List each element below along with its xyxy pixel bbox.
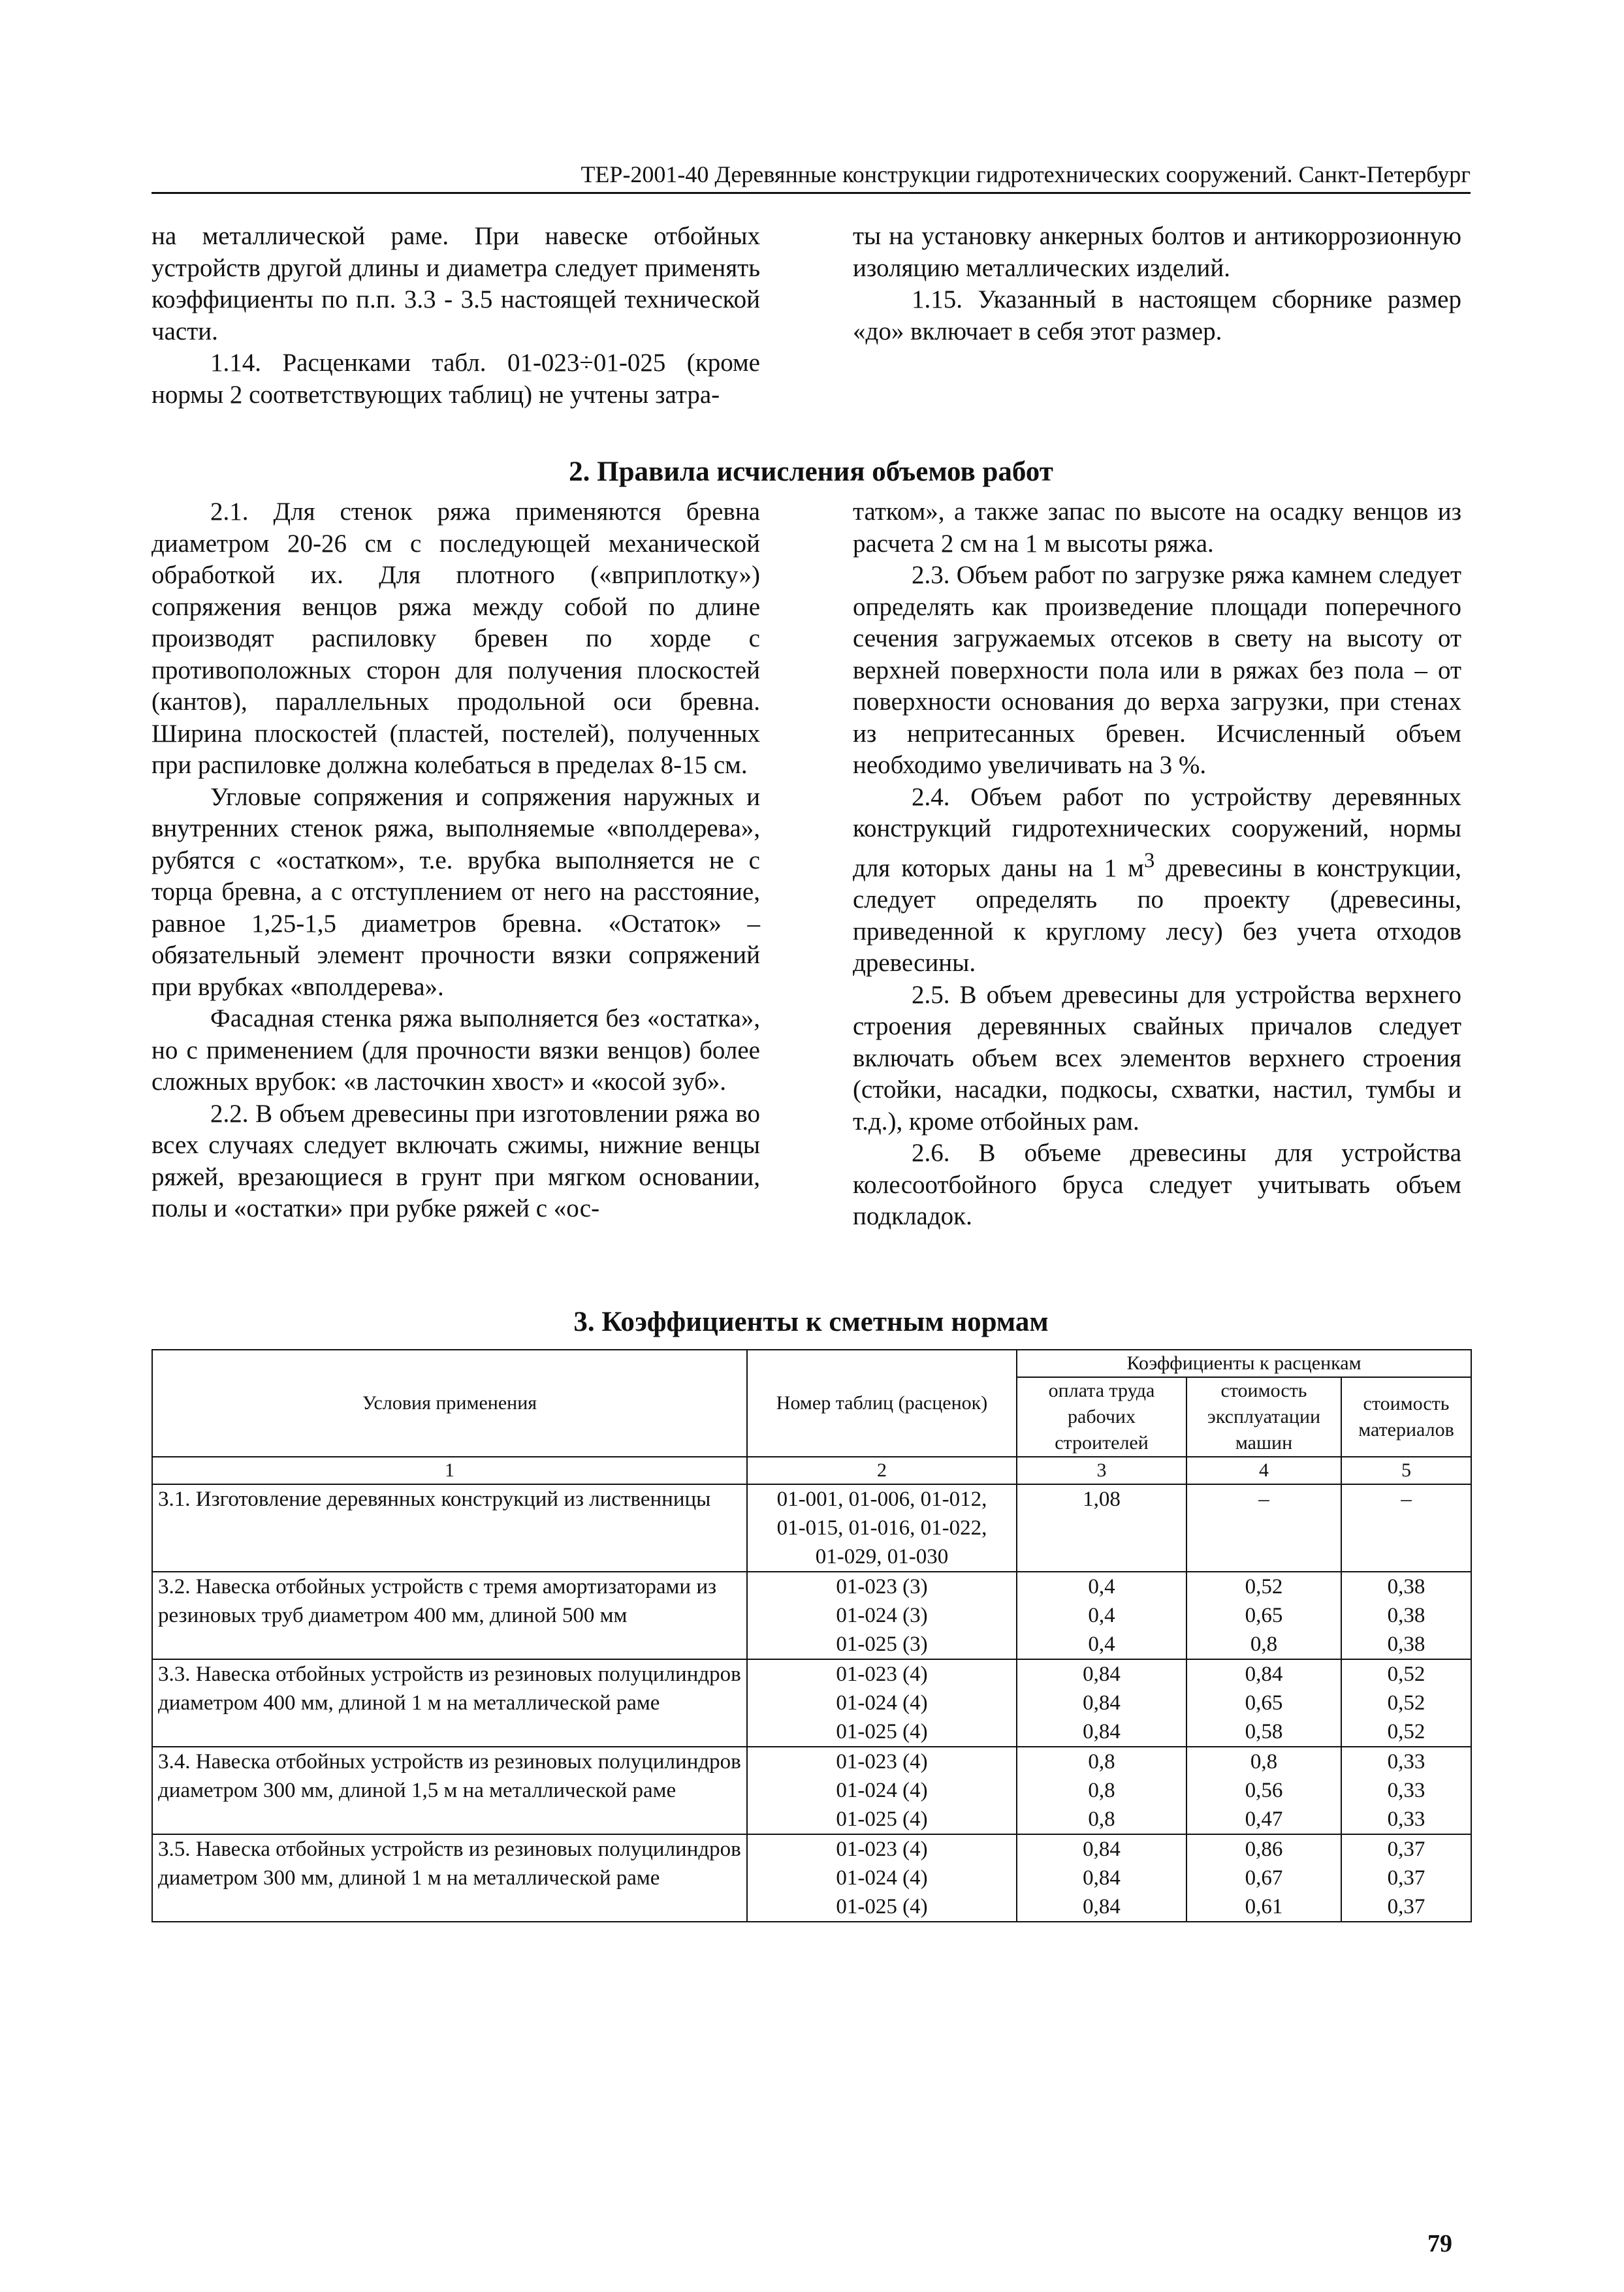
cell-line: 0,84	[1083, 1663, 1121, 1686]
cell-line: 01-023 (4)	[836, 1663, 928, 1686]
machines-coef-cell	[1186, 1484, 1341, 1572]
section-2-right-column	[853, 496, 1461, 1233]
cell-line: 01-025 (3)	[836, 1632, 928, 1656]
materials-coef-cell	[1341, 1484, 1471, 1572]
text-segment: 2.4. Объем работ по устройству деревянных конструкций гидротехнических сооружений, нормы для которых даны на 1 м	[853, 782, 1461, 882]
cell-line: 0,4	[1088, 1575, 1115, 1599]
cell-line: 01-023 (4)	[836, 1750, 928, 1774]
cell-line: 0,37	[1387, 1895, 1425, 1918]
top-right-column	[853, 221, 1461, 347]
section-2-left-column	[151, 496, 760, 1225]
cell-line: 01-024 (3)	[836, 1604, 928, 1627]
coefficients-table	[151, 1349, 1472, 1922]
cell-line: 0,84	[1083, 1895, 1121, 1918]
column-index: 5	[1341, 1457, 1471, 1484]
cell-line: 0,33	[1387, 1779, 1425, 1802]
cell-line: 01-023 (3)	[836, 1575, 928, 1599]
cell-line: 0,84	[1083, 1691, 1121, 1715]
paragraph: 1.15. Указанный в настоящем сборнике размер «до» включает в себя этот размер.	[853, 285, 1461, 345]
table-numbers-cell	[747, 1572, 1017, 1659]
cell-line: 0,38	[1387, 1632, 1425, 1656]
cell-line: 0,52	[1387, 1663, 1425, 1686]
materials-coef-cell	[1341, 1572, 1471, 1659]
cell-line: 0,8	[1088, 1807, 1115, 1831]
cell-line: 0,52	[1387, 1720, 1425, 1743]
cell-line: 01-024 (4)	[836, 1866, 928, 1890]
header-coefficients: Коэффициенты к расценкам	[1017, 1350, 1471, 1377]
top-left-column	[151, 221, 760, 411]
cell-line: 01-025 (4)	[836, 1895, 928, 1918]
cell-line: 0,8	[1250, 1632, 1278, 1656]
machines-coef-cell	[1186, 1659, 1341, 1747]
cell-line: 0,33	[1387, 1807, 1425, 1831]
header-conditions: Условия применения	[152, 1350, 747, 1457]
table-row	[152, 1484, 1471, 1572]
condition-cell: 3.3. Навеска отбойных устройств из резиновых полуцилиндров диаметром 400 мм, длиной 1 м на металлической раме	[152, 1659, 747, 1747]
machines-coef-cell	[1186, 1747, 1341, 1834]
section-2-heading: 2. Правила исчисления объемов работ	[569, 456, 1053, 487]
header-materials: стоимость материалов	[1341, 1377, 1471, 1457]
cell-line: 0,8	[1088, 1750, 1115, 1774]
cell-line: 0,4	[1088, 1632, 1115, 1656]
table-numbers-cell	[747, 1484, 1017, 1572]
cell-line: 01-024 (4)	[836, 1779, 928, 1802]
labor-coef-cell	[1017, 1659, 1186, 1747]
paragraph: 2.3. Объем работ по загрузке ряжа камнем следует определять как произведение площади поперечного сечения загружаемых отсеков в свету на высоту от верхней поверхности пола или в ряжах без пола – от поверхности основания до верха загрузки, при стенах из непритесанных бревен. Исчисленный объем необходимо увеличивать на 3 %.	[853, 561, 1461, 779]
column-index: 3	[1017, 1457, 1186, 1484]
header-machines: стоимость эксплуатации машин	[1186, 1377, 1341, 1457]
running-title: ТЕР-2001-40 Деревянные конструкции гидротехнических сооружений. Санкт-Петербург	[581, 161, 1471, 187]
cell-line: 01-029, 01-030	[815, 1545, 949, 1568]
cell-line: 0,67	[1245, 1866, 1283, 1890]
cell-line: 0,8	[1088, 1779, 1115, 1802]
cell-line: 01-025 (4)	[836, 1720, 928, 1743]
paragraph: 2.5. В объем древесины для устройства верхнего строения деревянных свайных причалов следует включать объем всех элементов верхнего строения (стойки, насадки, подкосы, схватки, настил, тумбы и т.д.), кроме отбойных рам.	[853, 980, 1461, 1136]
cell-line: 01-025 (4)	[836, 1807, 928, 1831]
condition-cell: 3.2. Навеска отбойных устройств с тремя амортизаторами из резиновых труб диаметром 400 мм, длиной 500 мм	[152, 1572, 747, 1659]
cell-line: 0,84	[1083, 1866, 1121, 1890]
superscript: 3	[1144, 848, 1155, 872]
materials-coef-cell	[1341, 1659, 1471, 1747]
condition-cell: 3.4. Навеска отбойных устройств из резиновых полуцилиндров диаметром 300 мм, длиной 1,5 м на металлической раме	[152, 1747, 747, 1834]
cell-line: 0,65	[1245, 1604, 1283, 1627]
cell-line: 0,8	[1250, 1750, 1278, 1774]
table-row	[152, 1747, 1471, 1834]
materials-coef-cell	[1341, 1834, 1471, 1922]
cell-line: –	[1258, 1488, 1269, 1511]
paragraph: татком», а также запас по высоте на осадку венцов из расчета 2 см на 1 м высоты ряжа.	[853, 498, 1461, 558]
table-numbers-cell	[747, 1659, 1017, 1747]
condition-cell: 3.1. Изготовление деревянных конструкций из лиственницы	[152, 1484, 747, 1572]
cell-line: 1,08	[1083, 1488, 1121, 1511]
labor-coef-cell	[1017, 1747, 1186, 1834]
page-number: 79	[1427, 2230, 1452, 2257]
labor-coef-cell	[1017, 1484, 1186, 1572]
cell-line: 0,37	[1387, 1866, 1425, 1890]
cell-line: 0,47	[1245, 1807, 1283, 1831]
paragraph: 2.2. В объем древесины при изготовлении ряжа во всех случаях следует включать сжимы, нижние венцы ряжей, врезающиеся в грунт при мягком основании, полы и «остатки» при рубке ряжей с «ос-	[151, 1099, 760, 1222]
cell-line: 0,84	[1083, 1838, 1121, 1861]
column-index: 2	[747, 1457, 1017, 1484]
table-numbers-cell	[747, 1834, 1017, 1922]
machines-coef-cell	[1186, 1834, 1341, 1922]
header-table-numbers: Номер таблиц (расценок)	[747, 1350, 1017, 1457]
table-numbers-cell	[747, 1747, 1017, 1834]
machines-coef-cell	[1186, 1572, 1341, 1659]
paragraph: 2.6. В объеме древесины для устройства колесоотбойного бруса следует учитывать объем подкладок.	[853, 1139, 1461, 1230]
cell-line: 01-024 (4)	[836, 1691, 928, 1715]
cell-line: 0,58	[1245, 1720, 1283, 1743]
condition-cell: 3.5. Навеска отбойных устройств из резиновых полуцилиндров диаметром 300 мм, длиной 1 м на металлической раме	[152, 1834, 747, 1922]
cell-line: 0,84	[1245, 1663, 1283, 1686]
cell-line: 0,38	[1387, 1575, 1425, 1599]
cell-line: 0,4	[1088, 1604, 1115, 1627]
cell-line: 0,33	[1387, 1750, 1425, 1774]
paragraph-2-4	[853, 782, 1461, 979]
table-row	[152, 1834, 1471, 1922]
paragraph: Фасадная стенка ряжа выполняется без «остатка», но с применением (для прочности вязки венцов) более сложных врубок: «в ласточкин хвост» и «косой зуб».	[151, 1004, 760, 1096]
cell-line: 0,37	[1387, 1838, 1425, 1861]
cell-line: 0,86	[1245, 1838, 1283, 1861]
paragraph: 2.1. Для стенок ряжа применяются бревна диаметром 20-26 см с последующей механической обработкой их. Для плотного («вприплотку») сопряжения венцов ряжа между собой по длине производят распиловку бревен по хорде с противоположных сторон для получения плоскостей (кантов), параллельных продольной оси бревна. Ширина плоскостей (пластей, постелей), полученных при распиловке должна колебаться в пределах 8-15 см.	[151, 498, 760, 779]
paragraph: 1.14. Расценками табл. 01-023÷01-025 (кроме нормы 2 соответствующих таблиц) не учтены затра-	[151, 349, 760, 409]
column-index: 4	[1186, 1457, 1341, 1484]
cell-line: 0,61	[1245, 1895, 1283, 1918]
cell-line: –	[1401, 1488, 1412, 1511]
labor-coef-cell	[1017, 1834, 1186, 1922]
cell-line: 01-015, 01-016, 01-022,	[776, 1516, 987, 1540]
table-row	[152, 1572, 1471, 1659]
cell-line: 01-023 (4)	[836, 1838, 928, 1861]
section-3-heading: 3. Коэффициенты к сметным нормам	[573, 1307, 1049, 1337]
cell-line: 0,38	[1387, 1604, 1425, 1627]
cell-line: 0,52	[1245, 1575, 1283, 1599]
table-body	[152, 1484, 1471, 1922]
cell-line: 0,65	[1245, 1691, 1283, 1715]
table-row	[152, 1659, 1471, 1747]
text-segment: древесины в конструкции, следует определять по проекту (древесины, приведенной к круглому лесу) без учета отходов древесины.	[853, 853, 1461, 977]
header-labor: оплата труда рабочих строителей	[1017, 1377, 1186, 1457]
materials-coef-cell	[1341, 1747, 1471, 1834]
paragraph: ты на установку анкерных болтов и антикоррозионную изоляцию металлических изделий.	[853, 222, 1461, 282]
cell-line: 0,84	[1083, 1720, 1121, 1743]
column-index: 1	[152, 1457, 747, 1484]
labor-coef-cell	[1017, 1572, 1186, 1659]
paragraph: Угловые сопряжения и сопряжения наружных и внутренних стенок ряжа, выполняемые «вполдерева», рубятся с «остатком», т.е. врубка выполняется не с торца бревна, а с отступлением от него на расстояние, равное 1,25-1,5 диаметров бревна. «Остаток» – обязательный элемент прочности вязки сопряжений при врубках «вполдерева».	[151, 782, 760, 1001]
cell-line: 0,56	[1245, 1779, 1283, 1802]
cell-line: 01-001, 01-006, 01-012,	[776, 1488, 987, 1511]
running-header	[151, 161, 1471, 194]
cell-line: 0,52	[1387, 1691, 1425, 1715]
paragraph: на металлической раме. При навеске отбойных устройств другой длины и диаметра следует применять коэффициенты по п.п. 3.3 - 3.5 настоящей технической части.	[151, 222, 760, 345]
